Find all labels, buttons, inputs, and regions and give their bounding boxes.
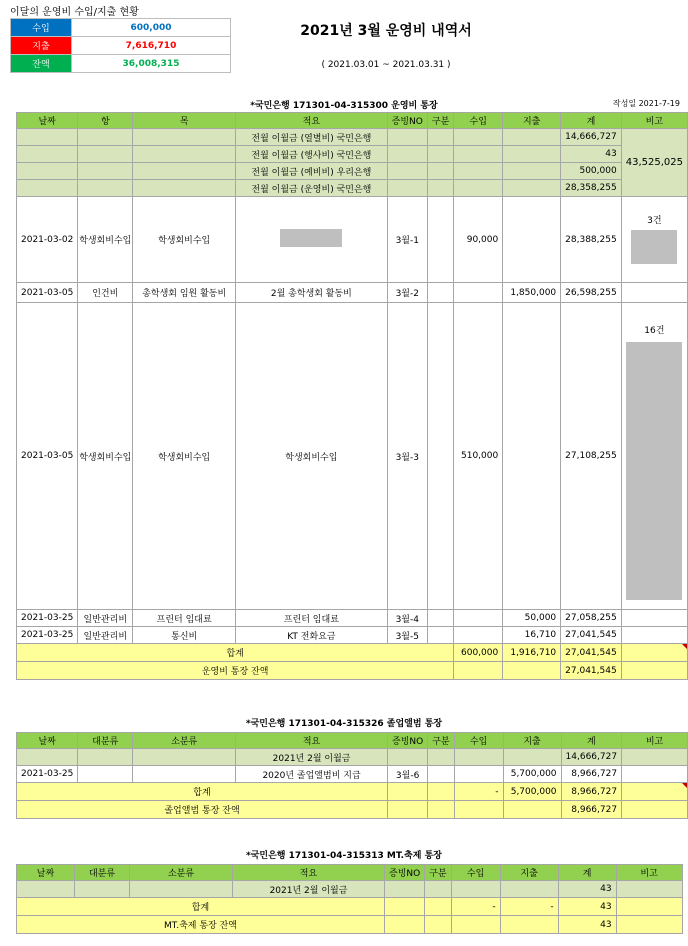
table-row [17,146,688,163]
table-header [17,733,688,749]
row-balance: 27,058,255 [561,610,622,627]
header-income: 수입 [454,733,503,749]
carry-balance: 43 [561,146,622,163]
header-type: 구분 [427,113,453,129]
row-type [427,627,453,644]
table-row [17,163,688,180]
header-note: 비고 [622,733,688,749]
closing-row [17,916,683,934]
row-description: KT 전화요금 [236,627,388,644]
row-balance: 28,388,255 [561,197,622,283]
closing-row [17,801,688,819]
table-row [17,180,688,197]
row-evidence-no: 3월-1 [387,197,427,283]
header-note: 비고 [616,865,682,881]
total-label: 합계 [17,644,454,662]
table-row [17,129,688,146]
header-item: 목 [133,113,236,129]
summary-row-expense [11,37,231,55]
row-evidence-no: 3월-5 [387,627,427,644]
total-note [621,644,687,662]
table-row [17,303,688,610]
row-date: 2021-03-25 [17,610,78,627]
summary-value: 7,616,710 [72,37,231,55]
row-date: 2021-03-05 [17,303,78,610]
header-income: 수입 [454,113,503,129]
total-income: - [451,898,500,916]
summary-row-income [11,19,231,37]
total-balance: 8,966,727 [561,783,622,801]
table-header [17,865,683,881]
carry-balance: 28,358,255 [561,180,622,197]
comment-marker [682,783,687,788]
total-income: 600,000 [454,644,503,662]
redacted-block [626,342,682,600]
total-row [17,644,688,662]
header-type: 구분 [425,865,451,881]
header-category: 항 [78,113,133,129]
table-row [17,610,688,627]
summary-label: 수입 [11,19,72,37]
section1-title: *국민은행 171301-04-315300 운영비 통장 [250,101,438,111]
carry-description: 전월 이월금 (열별비) 국민은행 [236,129,388,146]
table-row [17,283,688,303]
written-date: 작성일 2021-7-19 [612,99,680,108]
row-evidence-no: 3월-4 [387,610,427,627]
closing-label: 운영비 통장 잔액 [17,662,454,680]
total-balance: 27,041,545 [561,644,622,662]
row-balance: 8,966,727 [561,766,622,783]
mt-festival-ledger-table [16,864,683,934]
row-item: 학생회비수입 [133,197,236,283]
header-evidence-no: 증빙NO [385,865,425,881]
row-note [621,197,687,283]
header-minor-category: 소분류 [130,865,233,881]
summary-table [10,18,231,73]
row-date: 2021-03-02 [17,197,78,283]
row-date: 2021-03-25 [17,766,78,783]
total-income: - [454,783,503,801]
header-expense: 지출 [500,865,558,881]
total-expense: 1,916,710 [503,644,561,662]
row-type [427,303,453,610]
header-major-category: 대분류 [75,865,130,881]
carry-total: 43,525,025 [621,129,687,197]
carry-balance: 14,666,727 [561,749,622,766]
redacted-block [631,230,677,264]
header-income: 수입 [451,865,500,881]
row-evidence-no: 3월-3 [387,303,427,610]
carry-balance: 43 [558,881,616,898]
header-date: 날짜 [17,733,78,749]
summary-caption: 이달의 운영비 수입/지출 현황 [10,7,139,18]
table-row [17,197,688,283]
note-count: 3건 [647,216,662,226]
total-expense: - [500,898,558,916]
row-category: 학생회비수입 [78,303,133,610]
row-expense [503,303,561,610]
row-item: 학생회비수입 [133,303,236,610]
row-category: 인건비 [78,283,133,303]
row-date: 2021-03-05 [17,283,78,303]
header-description: 적요 [233,865,385,881]
header-expense: 지출 [503,113,561,129]
row-evidence-no: 3월-2 [387,283,427,303]
carry-balance: 14,666,727 [561,129,622,146]
row-expense [503,197,561,283]
row-description: 2020년 졸업앨범비 지급 [236,766,388,783]
row-expense: 50,000 [503,610,561,627]
row-description-redacted [236,197,388,283]
table-row [17,749,688,766]
redacted-block [280,229,342,247]
row-category: 학생회비수입 [78,197,133,283]
header-evidence-no: 증빙NO [388,733,428,749]
carry-balance: 500,000 [561,163,622,180]
note-count: 16건 [644,326,665,336]
section3-title: *국민은행 171301-04-315313 MT.축제 통장 [246,851,442,861]
row-description: 학생회비수입 [236,303,388,610]
summary-row-balance [11,55,231,73]
row-income: 90,000 [454,197,503,283]
album-ledger-table [16,732,688,819]
row-note [621,610,687,627]
closing-label: 졸업앨범 통장 잔액 [17,801,388,819]
row-expense: 5,700,000 [503,766,561,783]
table-row [17,627,688,644]
row-balance: 26,598,255 [561,283,622,303]
row-balance: 27,108,255 [561,303,622,610]
row-income: 510,000 [454,303,503,610]
closing-row [17,662,688,680]
header-description: 적요 [236,113,388,129]
row-description: 프린터 임대료 [236,610,388,627]
header-evidence-no: 증빙NO [387,113,427,129]
row-expense: 1,850,000 [503,283,561,303]
row-date: 2021-03-25 [17,627,78,644]
summary-label: 지출 [11,37,72,55]
carry-description: 전월 이월금 (행사비) 국민은행 [236,146,388,163]
row-note [621,283,687,303]
row-category: 일반관리비 [78,627,133,644]
row-balance: 27,041,545 [561,627,622,644]
closing-balance: 8,966,727 [561,801,622,819]
row-description: 2월 총학생회 활동비 [236,283,388,303]
operating-ledger-table [16,112,688,680]
table-row [17,766,688,783]
row-income [454,610,503,627]
closing-balance: 43 [558,916,616,934]
period: ( 2021.03.01 ~ 2021.03.31 ) [321,60,451,70]
document-title: 2021년 3월 운영비 내역서 [300,23,472,39]
header-note: 비고 [621,113,687,129]
comment-marker [682,644,687,649]
total-label: 합계 [17,898,385,916]
total-row [17,898,683,916]
header-expense: 지출 [503,733,561,749]
row-income [454,283,503,303]
summary-value: 36,008,315 [72,55,231,73]
total-label: 합계 [17,783,388,801]
carry-description: 전월 이월금 (예비비) 우리은행 [236,163,388,180]
row-income [454,627,503,644]
carry-description: 2021년 2월 이월금 [233,881,385,898]
total-note [622,783,688,801]
row-category: 일반관리비 [78,610,133,627]
row-note [621,303,687,610]
header-date: 날짜 [17,865,75,881]
row-evidence-no: 3월-6 [388,766,428,783]
row-type [427,283,453,303]
summary-label: 잔액 [11,55,72,73]
table-row [17,881,683,898]
total-expense: 5,700,000 [503,783,561,801]
row-type [427,197,453,283]
total-balance: 43 [558,898,616,916]
summary-value: 600,000 [72,19,231,37]
header-date: 날짜 [17,113,78,129]
closing-balance: 27,041,545 [561,662,622,680]
header-description: 적요 [236,733,388,749]
header-minor-category: 소분류 [133,733,236,749]
row-expense: 16,710 [503,627,561,644]
row-note [621,627,687,644]
row-item: 총학생회 임원 활동비 [133,283,236,303]
header-balance: 계 [561,733,622,749]
row-item: 통신비 [133,627,236,644]
closing-label: MT.축제 통장 잔액 [17,916,385,934]
header-balance: 계 [558,865,616,881]
carry-description: 전월 이월금 (운영비) 국민은행 [236,180,388,197]
header-type: 구분 [428,733,454,749]
section2-title: *국민은행 171301-04-315326 졸업앨범 통장 [245,719,443,729]
row-item: 프린터 임대료 [133,610,236,627]
carry-description: 2021년 2월 이월금 [236,749,388,766]
header-balance: 계 [561,113,622,129]
header-major-category: 대분류 [78,733,133,749]
row-type [427,610,453,627]
table-header [17,113,688,129]
total-row [17,783,688,801]
